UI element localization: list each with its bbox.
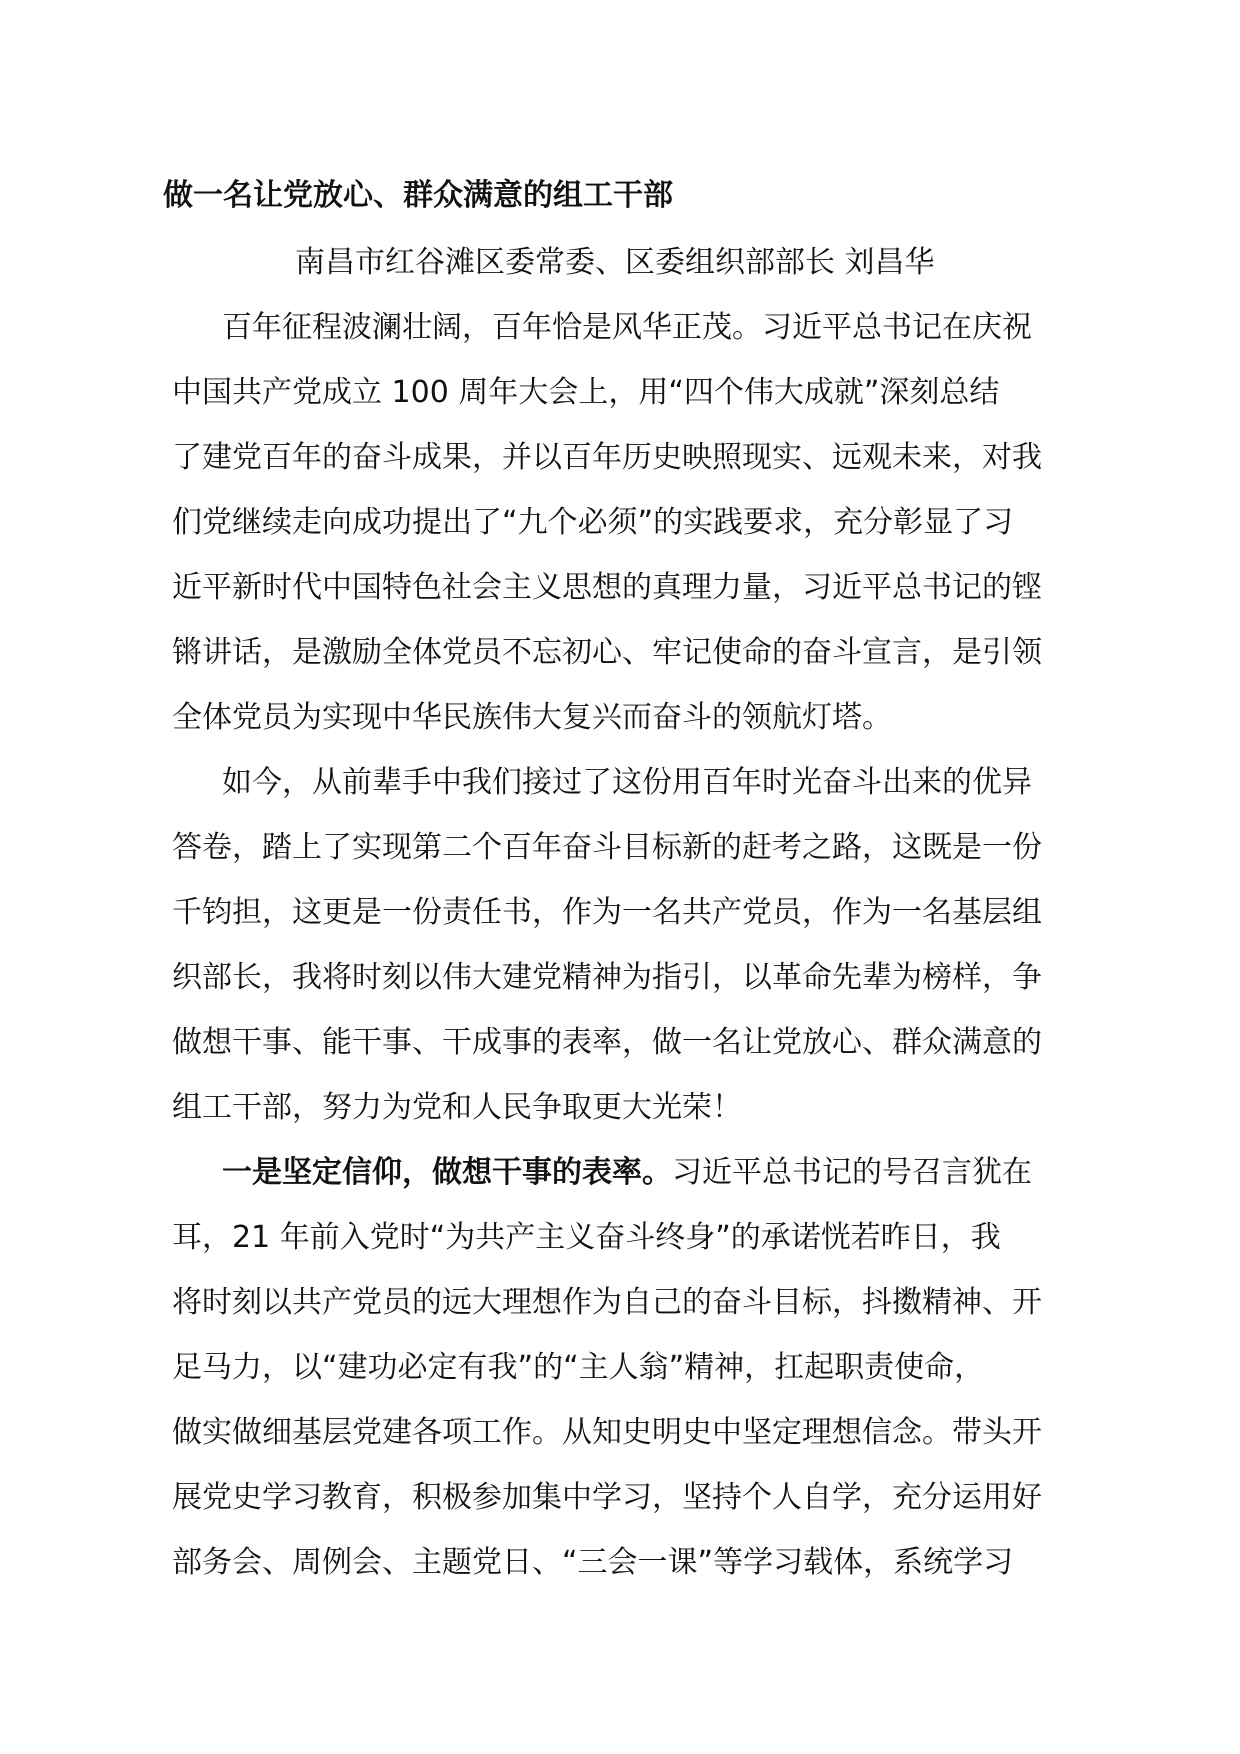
section-heading: 一是坚定信仰，做想干事的表率。 (222, 1155, 672, 1190)
paragraph-line: 组工干部，努力为党和人民争取更大光荣！ (172, 1090, 742, 1125)
paragraph-line: 展党史学习教育，积极参加集中学习，坚持个人自学，充分运用好 (172, 1480, 1042, 1515)
author-line: 南昌市红谷滩区委常委、区委组织部部长 刘昌华 (295, 245, 935, 280)
paragraph-line: 做实做细基层党建各项工作。从知史明史中坚定理想信念。带头开 (172, 1415, 1042, 1450)
paragraph-line: 部务会、周例会、主题党日、“三会一课”等学习载体，系统学习 (172, 1545, 1014, 1580)
paragraph-line: 锵讲话，是激励全体党员不忘初心、牢记使命的奋斗宣言，是引领 (172, 635, 1042, 670)
paragraph-line: 了建党百年的奋斗成果，并以百年历史映照现实、远观未来，对我 (172, 440, 1042, 475)
paragraph-text: 习近平总书记的号召言犹在 (672, 1155, 1032, 1190)
paragraph-line: 中国共产党成立 100 周年大会上，用“四个伟大成就”深刻总结 (172, 375, 1000, 410)
paragraph-line: 近平新时代中国特色社会主义思想的真理力量，习近平总书记的铿 (172, 570, 1042, 605)
paragraph-line: 如今，从前辈手中我们接过了这份用百年时光奋斗出来的优异 (222, 765, 1032, 800)
paragraph-line: 足马力，以“建功必定有我”的“主人翁”精神，扛起职责使命， (172, 1350, 985, 1385)
paragraph-line: 全体党员为实现中华民族伟大复兴而奋斗的领航灯塔。 (172, 700, 892, 735)
paragraph-line: 们党继续走向成功提出了“九个必须”的实践要求，充分彰显了习 (172, 505, 1014, 540)
paragraph-line: 织部长，我将时刻以伟大建党精神为指引，以革命先辈为榜样，争 (172, 960, 1042, 995)
paragraph-line: 做想干事、能干事、干成事的表率，做一名让党放心、群众满意的 (172, 1025, 1042, 1060)
paragraph-line: 将时刻以共产党员的远大理想作为自己的奋斗目标，抖擞精神、开 (172, 1285, 1042, 1320)
paragraph-line (222, 1153, 1032, 1193)
paragraph-line: 千钧担，这更是一份责任书，作为一名共产党员，作为一名基层组 (172, 895, 1042, 930)
paragraph-line: 百年征程波澜壮阔，百年恰是风华正茂。习近平总书记在庆祝 (222, 310, 1032, 345)
paragraph-line: 耳，21 年前入党时“为共产主义奋斗终身”的承诺恍若昨日，我 (172, 1220, 1001, 1255)
paragraph-line: 答卷，踏上了实现第二个百年奋斗目标新的赶考之路，这既是一份 (172, 830, 1042, 865)
document-title: 做一名让党放心、群众满意的组工干部 (163, 178, 673, 213)
